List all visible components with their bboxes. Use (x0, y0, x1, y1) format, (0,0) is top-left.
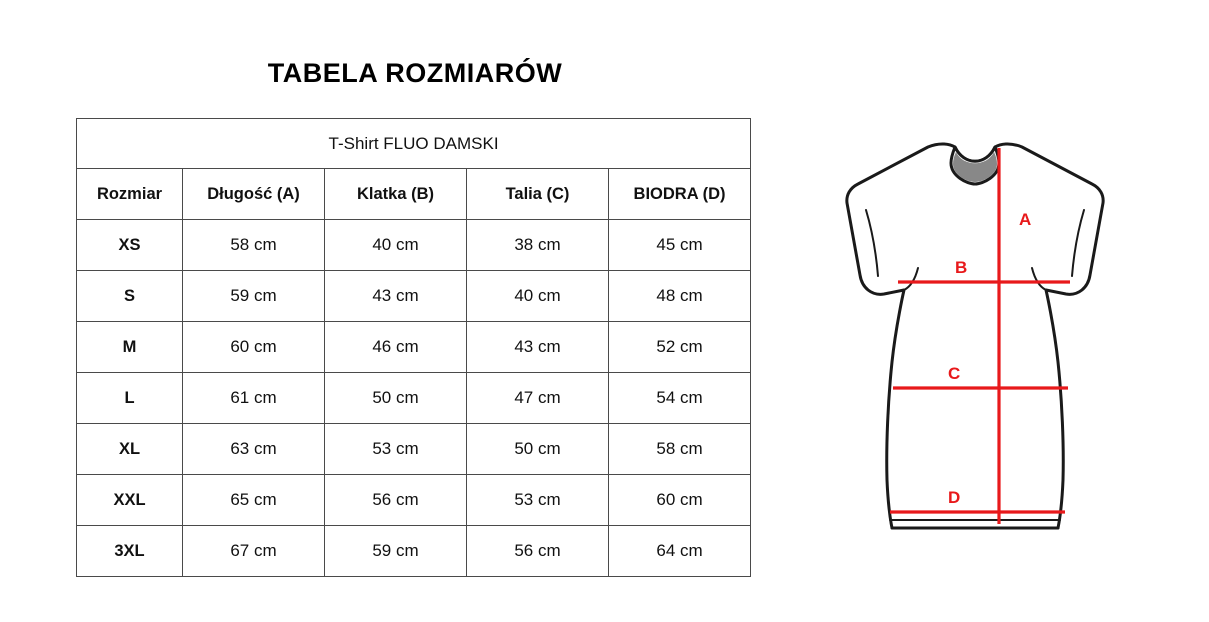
measure-label-c: C (948, 364, 961, 383)
column-header-size: Rozmiar (77, 169, 183, 220)
table-row (77, 220, 751, 271)
cell-size: S (77, 271, 183, 322)
cell-waist: 47 cm (467, 373, 609, 424)
cell-chest: 50 cm (325, 373, 467, 424)
measure-label-d: D (948, 488, 961, 507)
cell-hips: 52 cm (609, 322, 751, 373)
cell-chest: 59 cm (325, 526, 467, 577)
table-row (77, 424, 751, 475)
cell-hips: 58 cm (609, 424, 751, 475)
cell-length: 61 cm (183, 373, 325, 424)
cell-size: XS (77, 220, 183, 271)
cell-size: XXL (77, 475, 183, 526)
cell-size: XL (77, 424, 183, 475)
table-product-title-row (77, 119, 751, 169)
cell-waist: 43 cm (467, 322, 609, 373)
cell-chest: 53 cm (325, 424, 467, 475)
measure-label-a: A (1019, 210, 1032, 229)
cell-chest: 56 cm (325, 475, 467, 526)
cell-hips: 45 cm (609, 220, 751, 271)
column-header-waist: Talia (C) (467, 169, 609, 220)
column-header-hips: BIODRA (D) (609, 169, 751, 220)
cell-waist: 56 cm (467, 526, 609, 577)
cell-chest: 40 cm (325, 220, 467, 271)
cell-length: 58 cm (183, 220, 325, 271)
cell-size: 3XL (77, 526, 183, 577)
column-header-chest: Klatka (B) (325, 169, 467, 220)
tshirt-outline-icon (847, 144, 1103, 528)
cell-hips: 54 cm (609, 373, 751, 424)
cell-length: 60 cm (183, 322, 325, 373)
size-table (76, 118, 751, 577)
cell-length: 59 cm (183, 271, 325, 322)
cell-waist: 53 cm (467, 475, 609, 526)
womens-tshirt-measurement-diagram (800, 100, 1200, 570)
cell-chest: 43 cm (325, 271, 467, 322)
cell-length: 63 cm (183, 424, 325, 475)
cell-waist: 50 cm (467, 424, 609, 475)
table-header-row (77, 169, 751, 220)
cell-hips: 60 cm (609, 475, 751, 526)
cell-waist: 38 cm (467, 220, 609, 271)
table-row (77, 475, 751, 526)
cell-hips: 64 cm (609, 526, 751, 577)
page-title: TABELA ROZMIARÓW (267, 58, 563, 88)
cell-length: 65 cm (183, 475, 325, 526)
cell-chest: 46 cm (325, 322, 467, 373)
product-title-cell: T-Shirt FLUO DAMSKI (77, 119, 751, 169)
cell-hips: 48 cm (609, 271, 751, 322)
column-header-length: Długość (A) (183, 169, 325, 220)
cell-size: L (77, 373, 183, 424)
table-row (77, 271, 751, 322)
cell-waist: 40 cm (467, 271, 609, 322)
table-row (77, 526, 751, 577)
table-row (77, 373, 751, 424)
cell-size: M (77, 322, 183, 373)
measure-label-b: B (955, 258, 968, 277)
table-row (77, 322, 751, 373)
cell-length: 67 cm (183, 526, 325, 577)
size-table-container (76, 118, 750, 577)
